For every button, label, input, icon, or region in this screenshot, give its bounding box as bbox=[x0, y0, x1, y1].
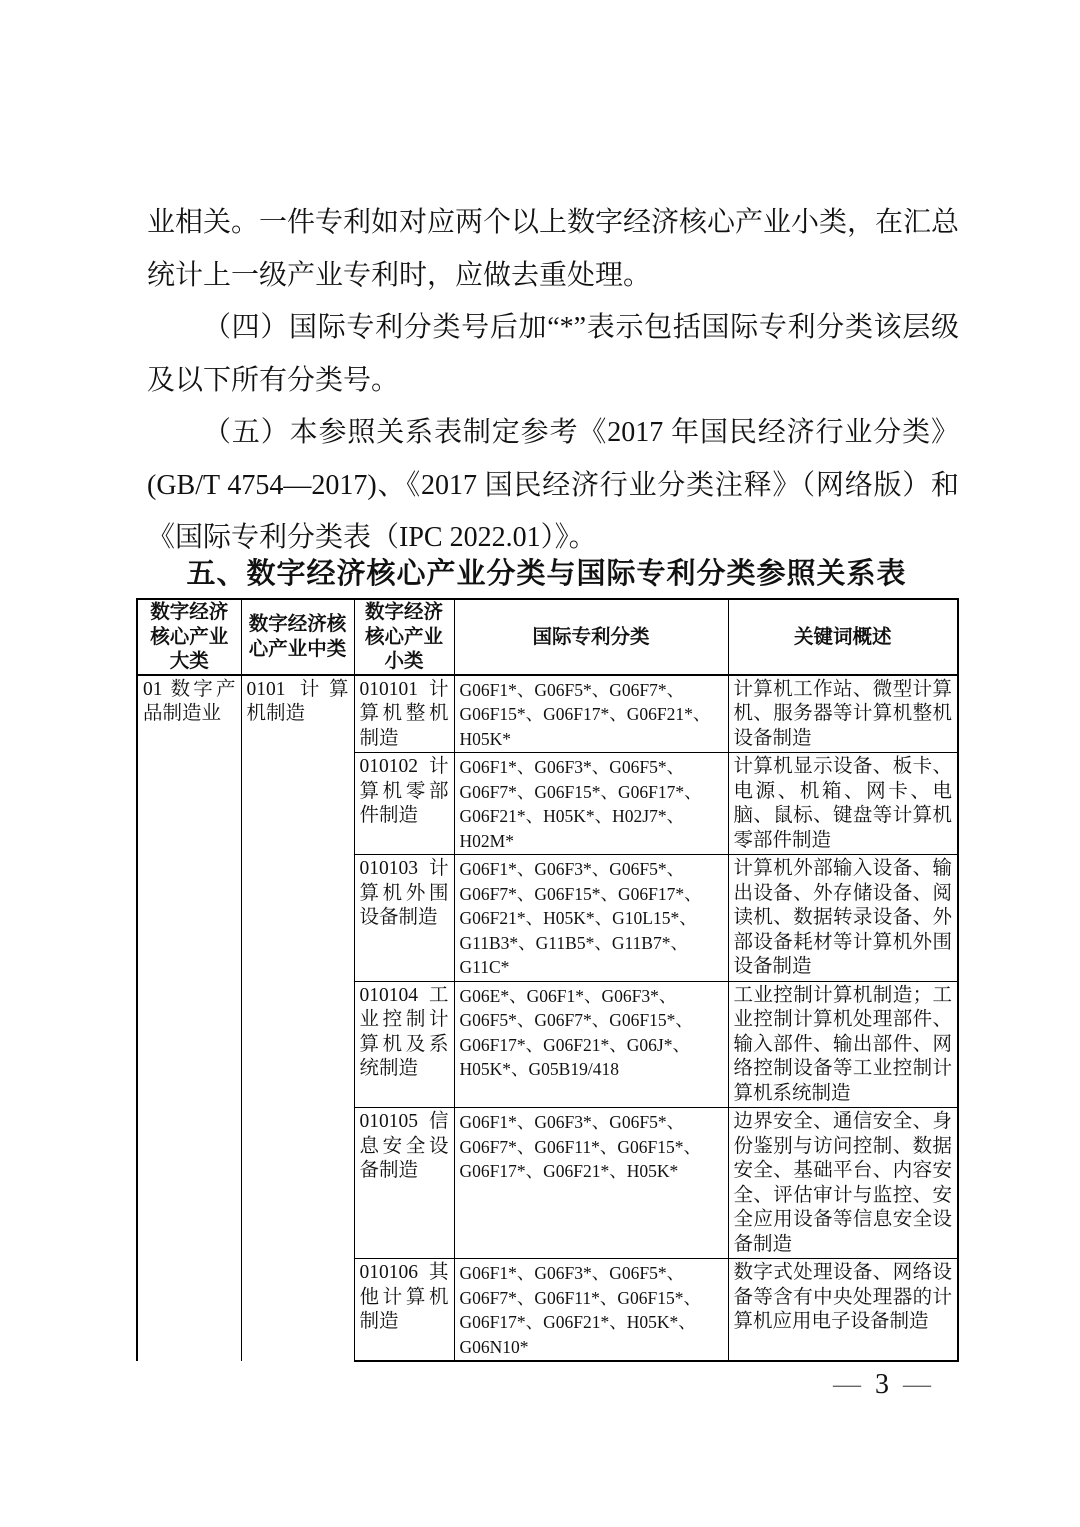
keywords-cell: 计算机外部输入设备、输出设备、外存储设备、阅读机、数据转录设备、外部设备耗材等计算机外围设备制造 bbox=[728, 855, 958, 982]
keywords-cell: 数字式处理设备、网络设备等含有中央处理器的计算机应用电子设备制造 bbox=[728, 1259, 958, 1362]
ipc-codes-cell: G06F1*、G06F3*、G06F5*、G06F7*、G06F15*、G06F17*、G06F21*、H05K*、H02J7*、H02M* bbox=[454, 753, 728, 855]
middle-category-cell: 0101 计算机制造 bbox=[241, 675, 354, 1362]
footer-dash: — bbox=[903, 1369, 931, 1400]
major-category-cell: 01 数字产品制造业 bbox=[137, 675, 241, 1362]
minor-category-cell: 010105 信息安全设备制造 bbox=[354, 1108, 454, 1259]
header-ipc-class: 国际专利分类 bbox=[454, 599, 728, 675]
ipc-codes-cell: G06F1*、G06F3*、G06F5*、G06F7*、G06F11*、G06F15*、G06F17*、G06F21*、H05K* bbox=[454, 1108, 728, 1259]
page-footer bbox=[822, 1368, 942, 1402]
header-keywords: 关键词概述 bbox=[728, 599, 958, 675]
page-number: 3 bbox=[875, 1369, 889, 1400]
header-minor-category: 数字经济核心产业小类 bbox=[354, 599, 454, 675]
minor-category-cell: 010101 计算机整机制造 bbox=[354, 675, 454, 753]
keywords-cell: 工业控制计算机制造；工业控制计算机处理部件、输入部件、输出部件、网络控制设备等工业控制计算机系统制造 bbox=[728, 981, 958, 1108]
body-paragraphs bbox=[147, 197, 959, 565]
section-heading: 五、数字经济核心产业分类与国际专利分类参照关系表 bbox=[186, 558, 907, 590]
paragraph-continuation: 业相关。一件专利如对应两个以上数字经济核心产业小类，在汇总统计上一级产业专利时，应做去重处理。 bbox=[147, 207, 960, 291]
table-header-row bbox=[137, 599, 958, 675]
paragraph-item-5: （五）本参照关系表制定参考《2017 年国民经济行业分类》(GB/T 4754—2017)、《2017 国民经济行业分类注释》（网络版）和《国际专利分类表（IPC 2022.01）》。 bbox=[147, 417, 959, 553]
keywords-cell: 计算机显示设备、板卡、电源、机箱、网卡、电脑、鼠标、键盘等计算机零部件制造 bbox=[728, 753, 958, 855]
ipc-codes-cell: G06F1*、G06F3*、G06F5*、G06F7*、G06F11*、G06F15*、G06F17*、G06F21*、H05K*、G06N10* bbox=[454, 1259, 728, 1362]
minor-category-cell: 010102 计算机零部件制造 bbox=[354, 753, 454, 855]
footer-dash: — bbox=[833, 1369, 861, 1400]
ipc-codes-cell: G06E*、G06F1*、G06F3*、G06F5*、G06F7*、G06F15*、G06F17*、G06F21*、G06J*、H05K*、G05B19/418 bbox=[454, 981, 728, 1108]
keywords-cell: 边界安全、通信安全、身份鉴别与访问控制、数据安全、基础平台、内容安全、评估审计与监控、安全应用设备等信息安全设备制造 bbox=[728, 1108, 958, 1259]
header-major-category: 数字经济核心产业大类 bbox=[137, 599, 241, 675]
ipc-reference-table bbox=[136, 598, 959, 1362]
minor-category-cell: 010106 其他计算机制造 bbox=[354, 1259, 454, 1362]
header-middle-category: 数字经济核心产业中类 bbox=[241, 599, 354, 675]
keywords-cell: 计算机工作站、微型计算机、服务器等计算机整机设备制造 bbox=[728, 675, 958, 753]
paragraph-item-4: （四）国际专利分类号后加“*”表示包括国际专利分类该层级及以下所有分类号。 bbox=[147, 312, 959, 396]
table-row bbox=[137, 675, 958, 753]
ipc-codes-cell: G06F1*、G06F5*、G06F7*、G06F15*、G06F17*、G06F21*、H05K* bbox=[454, 675, 728, 753]
ipc-codes-cell: G06F1*、G06F3*、G06F5*、G06F7*、G06F15*、G06F17*、G06F21*、H05K*、G10L15*、G11B3*、G11B5*、G11B7*、G11C* bbox=[454, 855, 728, 982]
minor-category-cell: 010103 计算机外围设备制造 bbox=[354, 855, 454, 982]
minor-category-cell: 010104 工业控制计算机及系统制造 bbox=[354, 981, 454, 1108]
